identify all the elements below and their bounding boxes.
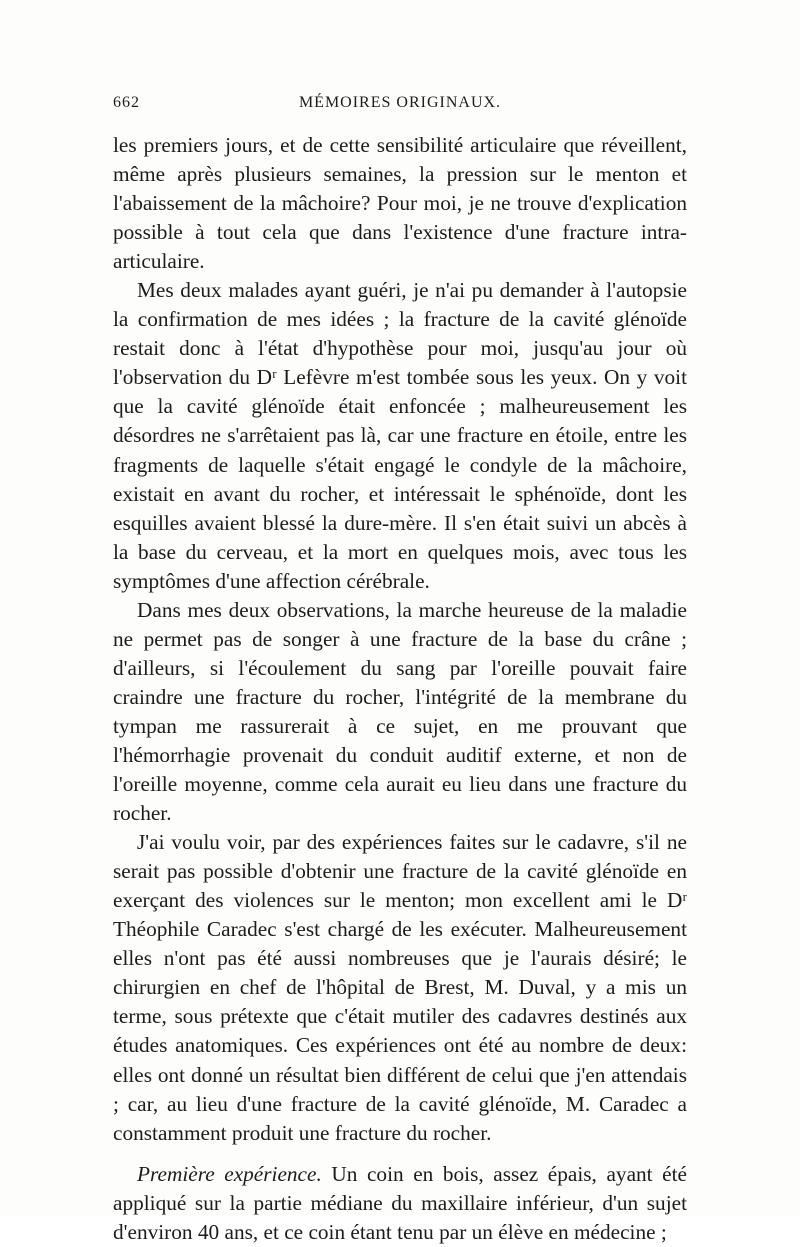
page-number: 662 <box>113 94 140 111</box>
page-header <box>113 94 687 124</box>
paragraph-first-experiment <box>113 1160 687 1247</box>
paragraph-autopsy: Mes deux malades ayant guéri, je n'ai pu demander à l'autopsie la confirmation de mes idées ; la fracture de la cavité glénoïde restait donc à l'état d'hypothèse pour moi, jusqu'au jour où l'observation du Dʳ Lefèvre m'est tombée sous les yeux. On y voit que la cavité glénoïde était enfoncée ; malheureusement les désordres ne s'arrêtaient pas là, car une fracture en étoile, entre les fragments de laquelle s'était engagé le condyle de la mâchoire, existait en avant du rocher, et intéressait le sphénoïde, dont les esquilles avaient blessé la dure-mère. Il s'en était suivi un abcès à la base du cerveau, et la mort en quelques mois, avec tous les symptômes d'une affection cérébrale. <box>113 278 687 593</box>
paragraph-experiments: J'ai voulu voir, par des expériences faites sur le cadavre, s'il ne serait pas possible d'obtenir une fracture de la cavité glénoïde en exerçant des violences sur le menton; mon excellent ami le Dʳ Théophile Caradec s'est chargé de les exécuter. Malheureusement elles n'ont pas été aussi nombreuses que je l'aurais désiré; le chirurgien en chef de l'hôpital de Brest, M. Duval, y a mis un terme, sous prétexte que c'était mutiler des cadavres destinés aux études anatomiques. Ces expériences ont été au nombre de deux: elles ont donné un résultat bien différent de celui que j'en attendais ; car, au lieu d'une fracture de la cavité glénoïde, M. Caradec a constamment produit une fracture du rocher. <box>113 830 687 1145</box>
paragraph-observations: Dans mes deux observations, la marche heureuse de la maladie ne permet pas de songer à une fracture de la base du crâne ; d'ailleurs, si l'écoulement du sang par l'oreille pouvait faire craindre une fracture du rocher, l'intégrité de la membrane du tympan me rassurerait à ce sujet, en me prouvant que l'hémorrhagie provenait du conduit auditif externe, et non de l'oreille moyenne, comme cela aurait eu lieu dans une fracture du rocher. <box>113 597 687 826</box>
experiment-heading: Première expérience. <box>137 1161 322 1186</box>
body-text <box>113 131 687 1247</box>
paragraph-continuation: les premiers jours, et de cette sensibilité articulaire que réveillent, même après plusieurs semaines, la pression sur le menton et l'abaissement de la mâchoire? Pour moi, je ne trouve d'explication possible à tout cela que dans l'existence d'une fracture intra-articulaire. <box>113 133 687 274</box>
running-head: MÉMOIRES ORIGINAUX. <box>298 94 502 111</box>
experiment-text: Un coin en bois, assez épais, ayant été appliqué sur la partie médiane du maxillaire inférieur, d'un sujet d'environ 40 ans, et ce coin étant tenu par un élève en médecine ; <box>113 1161 687 1244</box>
